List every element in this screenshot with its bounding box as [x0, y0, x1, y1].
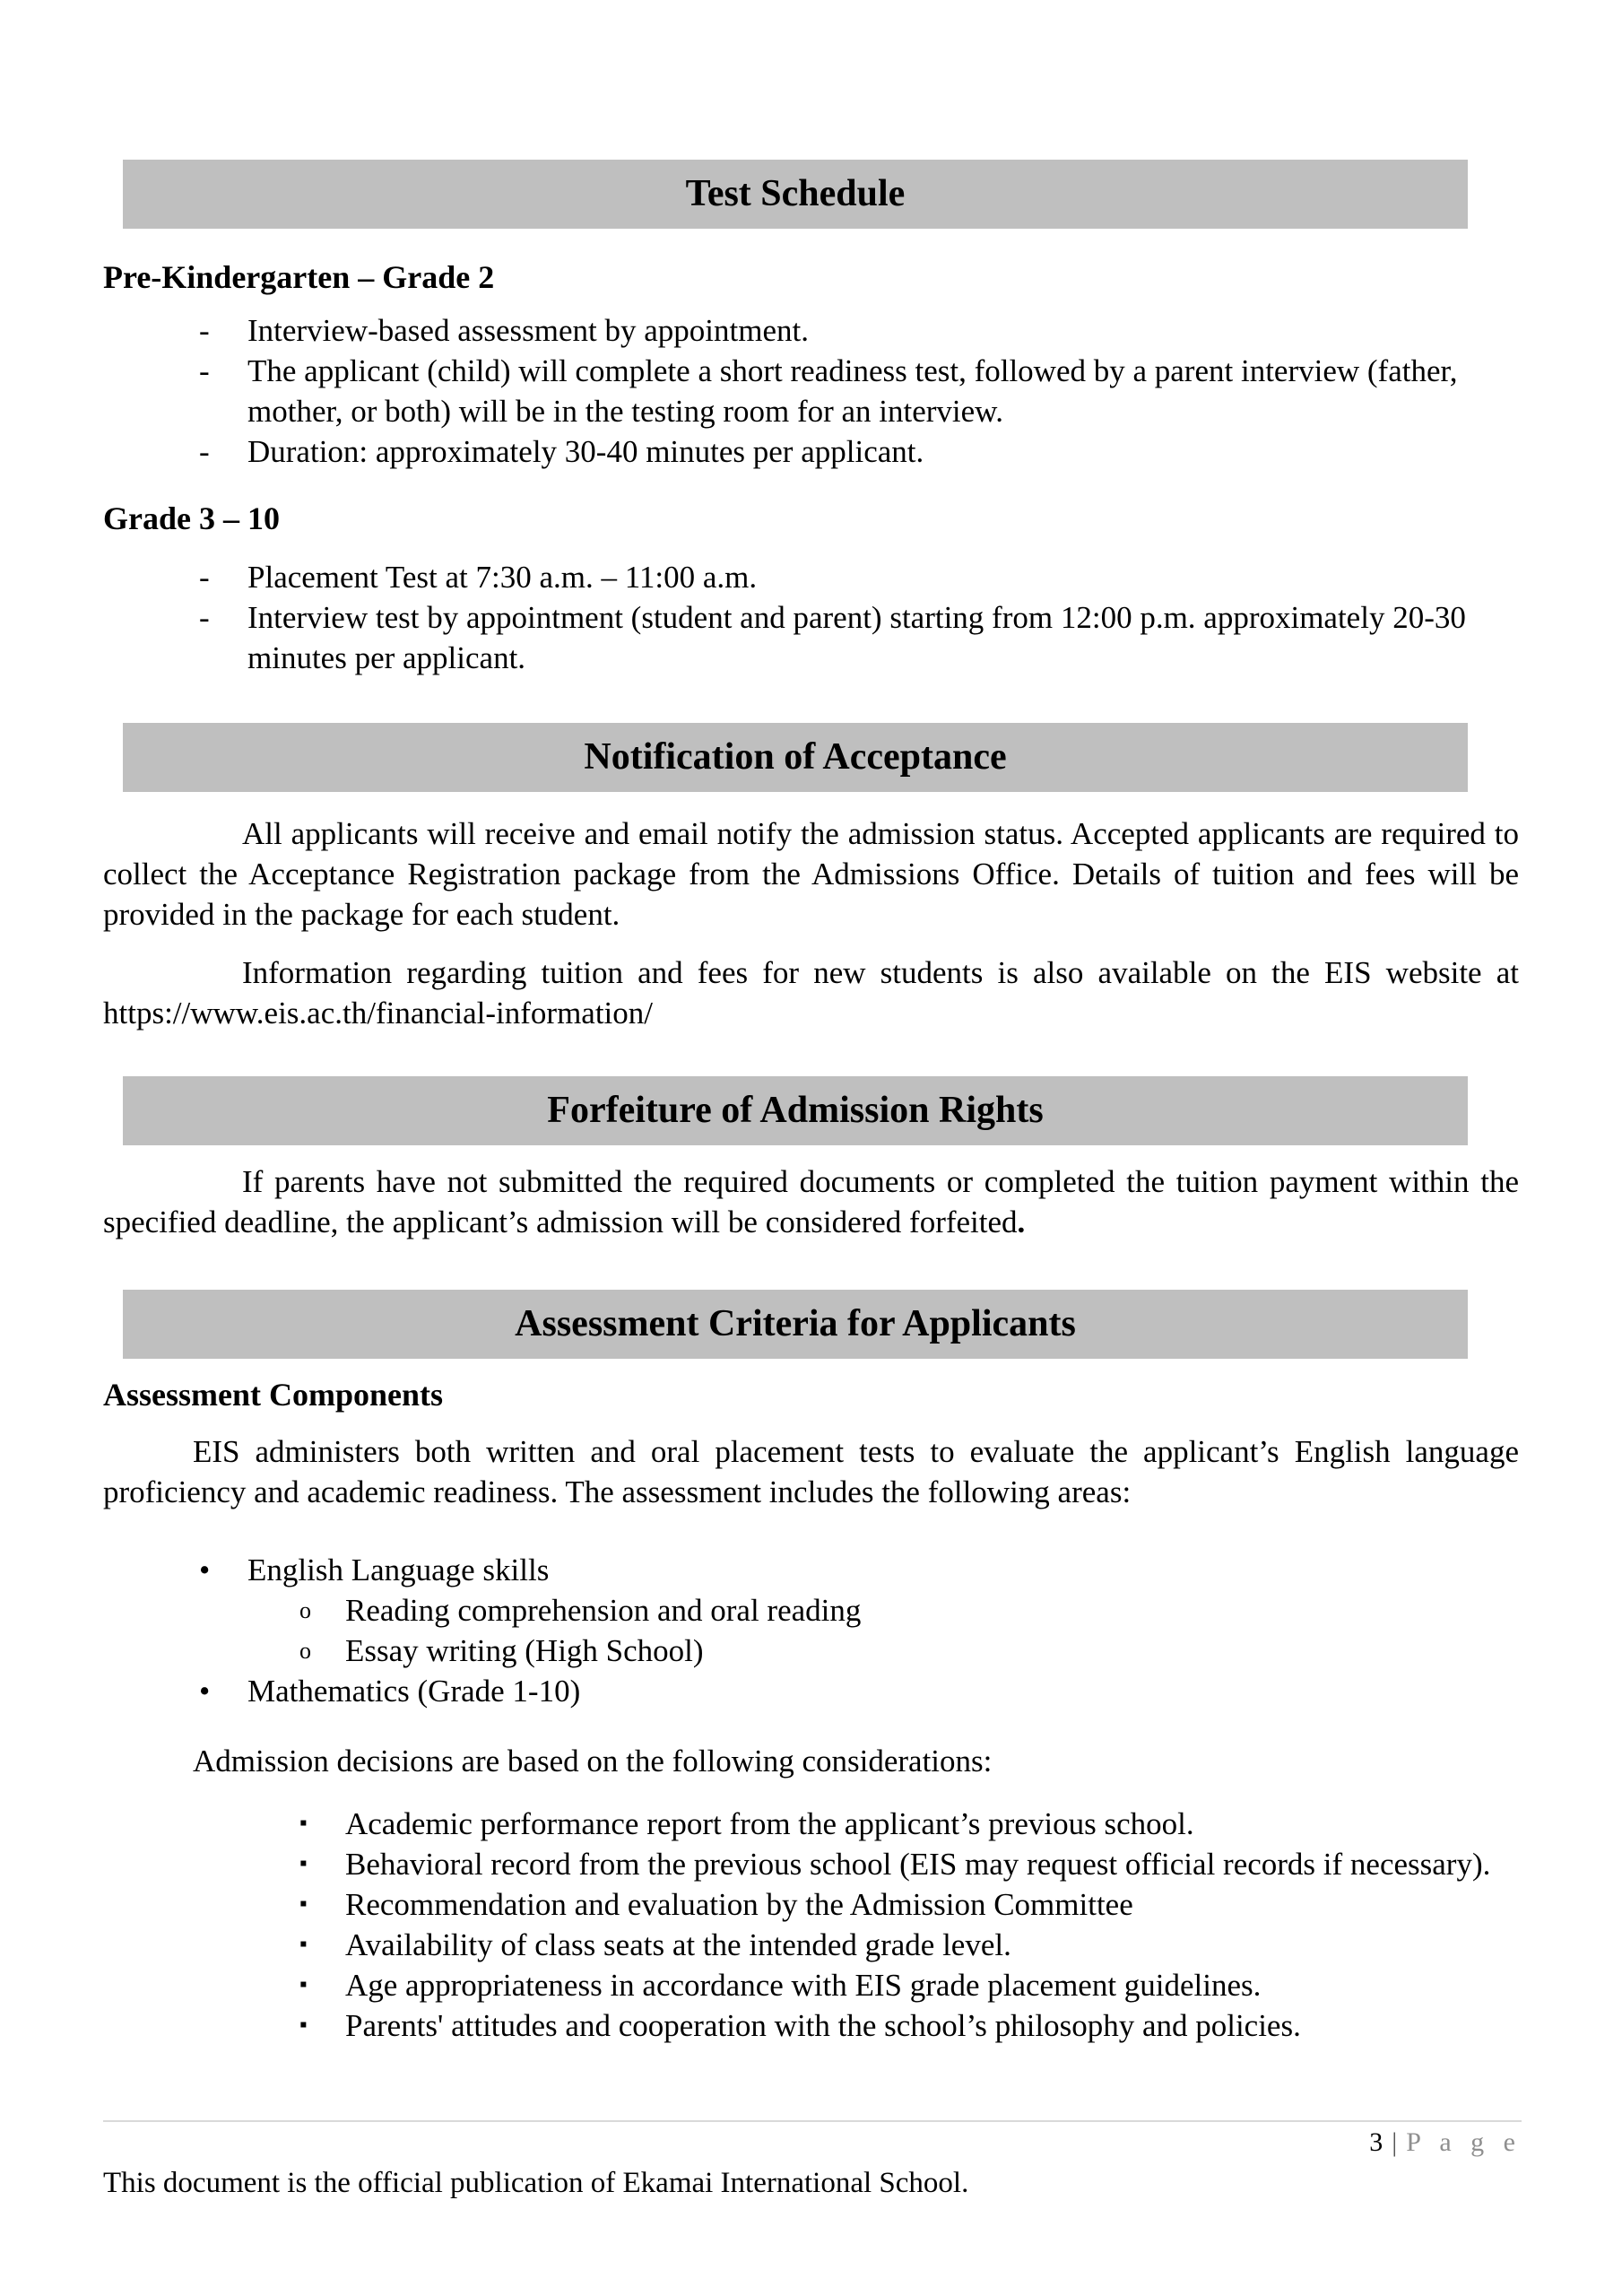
list-item	[103, 351, 1519, 431]
list-item-text: Recommendation and evaluation by the Admission Committee	[345, 1887, 1133, 1922]
notification-paragraph-1: All applicants will receive and email notify the admission status. Accepted applicants are required to collect the Acceptance Registration package from the Admissions Office. Details of tuition and fees will be provided in the package for each student.	[103, 816, 1519, 932]
section-header-test-schedule	[123, 160, 1468, 229]
list-item-text: Interview test by appointment (student and parent) starting from 12:00 p.m. approximately 20-30 minutes per applicant.	[247, 600, 1466, 675]
forfeiture-paragraph	[103, 1161, 1519, 1242]
list-item-text: Essay writing (High School)	[345, 1633, 704, 1668]
list-item-text: Availability of class seats at the intended grade level.	[345, 1927, 1011, 1962]
list-item	[103, 1925, 1519, 1965]
square-marker: ▪	[299, 1852, 308, 1875]
section-title: Test Schedule	[685, 173, 906, 214]
square-marker: ▪	[299, 1892, 308, 1916]
list-item-text: Behavioral record from the previous school (EIS may request official records if necessary).	[345, 1847, 1491, 1882]
forfeiture-text: If parents have not submitted the required documents or completed the tuition payment within the specified deadline, the applicant’s admission will be considered forfeited	[103, 1164, 1519, 1239]
decisions-intro: Admission decisions are based on the following considerations:	[193, 1744, 993, 1779]
list-item-text: Reading comprehension and oral reading	[345, 1593, 862, 1628]
list-item	[103, 1671, 1519, 1711]
page-footer	[103, 2120, 1522, 2201]
circle-marker: o	[299, 1638, 311, 1664]
list-item-text: Age appropriateness in accordance with EIS grade placement guidelines.	[345, 1968, 1262, 2003]
sub-list-item	[103, 1590, 1519, 1631]
grade3-10-list	[103, 557, 1519, 678]
list-item	[103, 597, 1519, 678]
prek-list	[103, 310, 1519, 472]
square-marker: ▪	[299, 2013, 308, 2037]
list-item	[103, 431, 1519, 472]
list-item	[103, 2005, 1519, 2046]
section-title: Forfeiture of Admission Rights	[547, 1090, 1044, 1131]
list-item-text: The applicant (child) will complete a short readiness test, followed by a parent interview (father, mother, or both) will be in the testing room for an interview.	[247, 353, 1458, 429]
section-header-forfeiture	[123, 1076, 1468, 1145]
list-item	[103, 1550, 1519, 1590]
bullet-marker: •	[199, 1552, 211, 1587]
list-item-text: Parents' attitudes and cooperation with the school’s philosophy and policies.	[345, 2008, 1301, 2043]
notification-paragraph-2: Information regarding tuition and fees for new students is also available on the EIS website at https://www.eis.ac.th/financial-information/	[103, 955, 1519, 1031]
section-title: Assessment Criteria for Applicants	[515, 1303, 1076, 1344]
section-header-notification	[123, 723, 1468, 792]
heading-assessment-components: Assessment Components	[103, 1377, 444, 1413]
page-number-separator: |	[1392, 2127, 1398, 2157]
sub-list-item	[103, 1631, 1519, 1671]
footer-divider	[103, 2120, 1522, 2122]
decision-criteria-list	[103, 1804, 1519, 2046]
section-header-assessment	[123, 1290, 1468, 1359]
square-marker: ▪	[299, 1973, 308, 1996]
list-item	[103, 1884, 1519, 1925]
list-item-text: Interview-based assessment by appointment.	[247, 313, 809, 348]
assessment-areas-list	[103, 1550, 1519, 1711]
list-item	[103, 557, 1519, 597]
dash-marker: -	[199, 600, 210, 635]
heading-grade-3-10: Grade 3 – 10	[103, 500, 280, 536]
list-item-text: Placement Test at 7:30 a.m. – 11:00 a.m.	[247, 560, 758, 595]
circle-marker: o	[299, 1597, 311, 1623]
square-marker: ▪	[299, 1933, 308, 1956]
list-item	[103, 1965, 1519, 2005]
bullet-marker: •	[199, 1674, 211, 1709]
list-item-text: Mathematics (Grade 1-10)	[247, 1674, 581, 1709]
dash-marker: -	[199, 434, 210, 469]
list-item	[103, 1844, 1519, 1884]
list-item	[103, 310, 1519, 351]
square-marker: ▪	[299, 1812, 308, 1835]
list-item	[103, 1804, 1519, 1844]
dash-marker: -	[199, 313, 210, 348]
heading-pre-kindergarten: Pre-Kindergarten – Grade 2	[103, 259, 495, 295]
list-item-text: Academic performance report from the applicant’s previous school.	[345, 1806, 1194, 1841]
footer-note: This document is the official publication of Ekamai International School.	[103, 2167, 969, 2199]
list-item-text: Duration: approximately 30-40 minutes per applicant.	[247, 434, 924, 469]
list-item-text: English Language skills	[247, 1552, 550, 1587]
assessment-intro: EIS administers both written and oral placement tests to evaluate the applicant’s English language proficiency and academic readiness. The assessment includes the following areas:	[103, 1434, 1519, 1509]
dash-marker: -	[199, 353, 210, 388]
dash-marker: -	[199, 560, 210, 595]
page-number: 3	[1369, 2127, 1383, 2157]
page-word: P a g e	[1406, 2127, 1522, 2157]
section-title: Notification of Acceptance	[584, 736, 1007, 778]
page-number-line	[103, 2127, 1522, 2158]
bold-period: .	[1017, 1205, 1026, 1239]
